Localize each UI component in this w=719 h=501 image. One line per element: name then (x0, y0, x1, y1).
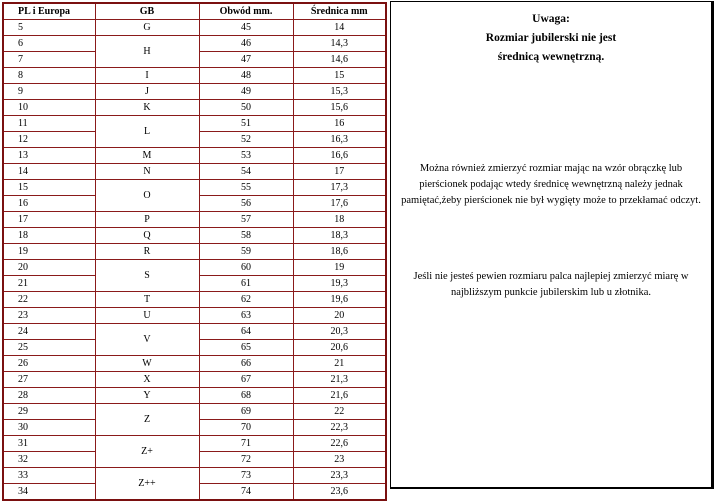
cell-srednica: 23 (293, 452, 386, 468)
cell-pl-size: 7 (3, 52, 95, 68)
cell-gb-size: N (95, 164, 199, 180)
cell-srednica: 17,6 (293, 196, 386, 212)
table-row (3, 20, 386, 36)
cell-pl-size: 21 (3, 276, 95, 292)
table-row (3, 164, 386, 180)
cell-srednica: 20,6 (293, 340, 386, 356)
cell-obwod: 59 (199, 244, 293, 260)
cell-srednica: 14,6 (293, 52, 386, 68)
cell-obwod: 72 (199, 452, 293, 468)
cell-obwod: 48 (199, 68, 293, 84)
cell-srednica: 22 (293, 404, 386, 420)
table-body (3, 20, 386, 501)
header-srednica: Średnica mm (293, 3, 386, 20)
cell-pl-size: 11 (3, 116, 95, 132)
cell-pl-size: 6 (3, 36, 95, 52)
cell-pl-size: 31 (3, 436, 95, 452)
note-heading-line: Uwaga: (532, 13, 570, 25)
cell-gb-size: W (95, 356, 199, 372)
cell-pl-size: 10 (3, 100, 95, 116)
cell-obwod: 65 (199, 340, 293, 356)
cell-obwod: 73 (199, 468, 293, 484)
cell-srednica: 15,6 (293, 100, 386, 116)
cell-srednica: 23,6 (293, 484, 386, 501)
cell-obwod: 55 (199, 180, 293, 196)
cell-obwod: 52 (199, 132, 293, 148)
cell-obwod: 62 (199, 292, 293, 308)
table-row (3, 244, 386, 260)
cell-gb-size: L (95, 116, 199, 148)
cell-pl-size: 34 (3, 484, 95, 501)
cell-obwod: 68 (199, 388, 293, 404)
table-row (3, 180, 386, 196)
cell-pl-size: 27 (3, 372, 95, 388)
cell-gb-size: H (95, 36, 199, 68)
note-heading-line: średnicą wewnętrzną. (497, 51, 605, 63)
cell-srednica: 16,6 (293, 148, 386, 164)
table-row (3, 436, 386, 452)
cell-obwod: 74 (199, 484, 293, 501)
cell-gb-size: J (95, 84, 199, 100)
cell-obwod: 66 (199, 356, 293, 372)
cell-srednica: 18,3 (293, 228, 386, 244)
cell-obwod: 60 (199, 260, 293, 276)
table-row (3, 292, 386, 308)
cell-obwod: 58 (199, 228, 293, 244)
table-row (3, 84, 386, 100)
cell-srednica: 16,3 (293, 132, 386, 148)
cell-gb-size: Z++ (95, 468, 199, 501)
note-panel (390, 1, 714, 489)
cell-gb-size: Q (95, 228, 199, 244)
cell-pl-size: 30 (3, 420, 95, 436)
cell-srednica: 15 (293, 68, 386, 84)
cell-gb-size: S (95, 260, 199, 292)
cell-srednica: 18 (293, 212, 386, 228)
cell-obwod: 67 (199, 372, 293, 388)
cell-pl-size: 25 (3, 340, 95, 356)
cell-srednica: 18,6 (293, 244, 386, 260)
header-obwod: Obwód mm. (199, 3, 293, 20)
table-row (3, 356, 386, 372)
header-gb: GB (95, 3, 199, 20)
table-row (3, 308, 386, 324)
cell-pl-size: 24 (3, 324, 95, 340)
cell-pl-size: 23 (3, 308, 95, 324)
cell-pl-size: 14 (3, 164, 95, 180)
table-row (3, 372, 386, 388)
table-row (3, 212, 386, 228)
cell-gb-size: T (95, 292, 199, 308)
cell-pl-size: 13 (3, 148, 95, 164)
cell-srednica: 14 (293, 20, 386, 36)
table-row (3, 324, 386, 340)
cell-pl-size: 32 (3, 452, 95, 468)
cell-obwod: 71 (199, 436, 293, 452)
cell-obwod: 70 (199, 420, 293, 436)
cell-pl-size: 29 (3, 404, 95, 420)
table-row (3, 100, 386, 116)
cell-gb-size: G (95, 20, 199, 36)
cell-srednica: 22,6 (293, 436, 386, 452)
cell-obwod: 45 (199, 20, 293, 36)
cell-obwod: 47 (199, 52, 293, 68)
cell-gb-size: R (95, 244, 199, 260)
cell-srednica: 16 (293, 116, 386, 132)
cell-srednica: 22,3 (293, 420, 386, 436)
table-row (3, 68, 386, 84)
table-row (3, 260, 386, 276)
cell-obwod: 53 (199, 148, 293, 164)
cell-pl-size: 12 (3, 132, 95, 148)
cell-srednica: 23,3 (293, 468, 386, 484)
cell-gb-size: U (95, 308, 199, 324)
cell-pl-size: 20 (3, 260, 95, 276)
cell-srednica: 15,3 (293, 84, 386, 100)
cell-gb-size: X (95, 372, 199, 388)
cell-pl-size: 26 (3, 356, 95, 372)
cell-pl-size: 22 (3, 292, 95, 308)
cell-srednica: 17 (293, 164, 386, 180)
cell-pl-size: 28 (3, 388, 95, 404)
cell-pl-size: 18 (3, 228, 95, 244)
cell-obwod: 63 (199, 308, 293, 324)
cell-obwod: 56 (199, 196, 293, 212)
cell-srednica: 20 (293, 308, 386, 324)
cell-obwod: 57 (199, 212, 293, 228)
note-heading-line: Rozmiar jubilerski nie jest (485, 32, 617, 44)
cell-srednica: 21,3 (293, 372, 386, 388)
cell-gb-size: O (95, 180, 199, 212)
cell-obwod: 50 (199, 100, 293, 116)
cell-obwod: 54 (199, 164, 293, 180)
cell-gb-size: I (95, 68, 199, 84)
cell-obwod: 51 (199, 116, 293, 132)
note-paragraph-jeweler: Jeśli nie jesteś pewien rozmiaru palca najlepiej zmierzyć miarę w najbliższym punkcie jubilerskim lub u złotnika. (413, 271, 689, 298)
cell-obwod: 69 (199, 404, 293, 420)
cell-obwod: 49 (199, 84, 293, 100)
cell-srednica: 21,6 (293, 388, 386, 404)
cell-obwod: 61 (199, 276, 293, 292)
ring-size-table (2, 2, 387, 501)
cell-srednica: 14,3 (293, 36, 386, 52)
note-heading (391, 10, 711, 67)
cell-pl-size: 8 (3, 68, 95, 84)
cell-pl-size: 9 (3, 84, 95, 100)
cell-gb-size: P (95, 212, 199, 228)
cell-obwod: 46 (199, 36, 293, 52)
cell-pl-size: 17 (3, 212, 95, 228)
cell-gb-size: Z+ (95, 436, 199, 468)
cell-pl-size: 15 (3, 180, 95, 196)
cell-srednica: 17,3 (293, 180, 386, 196)
cell-obwod: 64 (199, 324, 293, 340)
cell-srednica: 21 (293, 356, 386, 372)
cell-srednica: 19 (293, 260, 386, 276)
table-row (3, 388, 386, 404)
table-row (3, 148, 386, 164)
table-row (3, 228, 386, 244)
cell-pl-size: 33 (3, 468, 95, 484)
cell-gb-size: K (95, 100, 199, 116)
cell-gb-size: Z (95, 404, 199, 436)
table-row (3, 468, 386, 484)
cell-gb-size: Y (95, 388, 199, 404)
cell-gb-size: M (95, 148, 199, 164)
cell-pl-size: 16 (3, 196, 95, 212)
cell-gb-size: V (95, 324, 199, 356)
cell-pl-size: 19 (3, 244, 95, 260)
table-row (3, 116, 386, 132)
cell-srednica: 19,6 (293, 292, 386, 308)
note-paragraph-measure-ring: Można również zmierzyć rozmiar mając na wzór obrączkę lub pierścionek podając wtedy średnicę wewnętrzną należy jednak pamiętać,żeby pierścionek nie był wygięty może to przekłamać odczyt. (401, 163, 701, 206)
cell-pl-size: 5 (3, 20, 95, 36)
table-header-row (3, 3, 386, 20)
table-row (3, 404, 386, 420)
cell-srednica: 19,3 (293, 276, 386, 292)
cell-srednica: 20,3 (293, 324, 386, 340)
header-pl-europa: PL i Europa (3, 3, 95, 20)
table-row (3, 36, 386, 52)
